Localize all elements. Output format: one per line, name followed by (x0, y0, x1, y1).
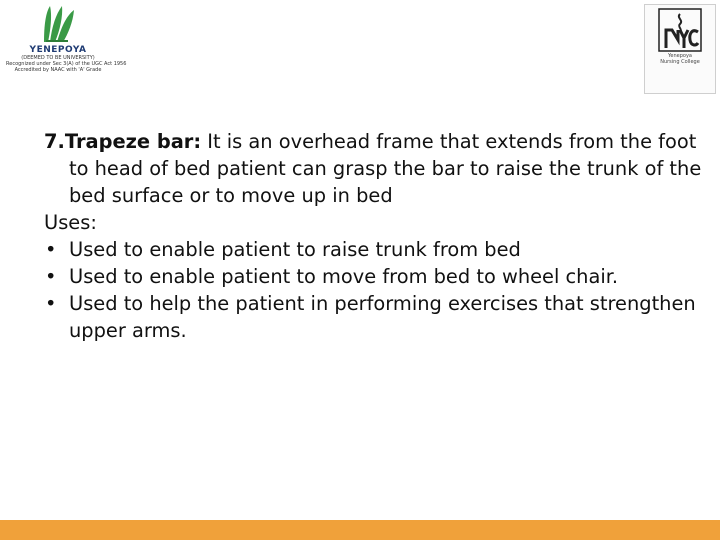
leaf-emblem-icon (36, 4, 80, 44)
bullet-icon: • (45, 265, 57, 288)
college-line-2: Nursing College (660, 59, 700, 65)
list-item (44, 263, 710, 290)
college-line-1: Yenepoya (668, 53, 692, 59)
list-item-text: Used to help the patient in performing exercises that strengthen upper arms. (69, 292, 696, 342)
yenepoya-university-logo (6, 4, 127, 124)
bullet-icon: • (45, 292, 57, 315)
footer-bar (0, 520, 720, 540)
university-name: YENEPOYA (29, 45, 87, 55)
bullet-icon: • (45, 238, 57, 261)
list-item (44, 290, 710, 344)
heading-rest: It is an overhead frame that extends from the foot to head of bed patient can grasp the bar to raise the trunk of the bed surface or to move up in bed (69, 130, 702, 207)
nursing-college-logo (644, 4, 716, 94)
list-item (44, 236, 710, 263)
list-item-text: Used to enable patient to move from bed to wheel chair. (69, 265, 619, 288)
uses-label: Uses: (44, 211, 97, 234)
university-status: (DEEMED TO BE UNIVERSITY) (21, 55, 95, 61)
trapeze-bar-description (44, 128, 710, 209)
list-item-text: Used to enable patient to raise trunk from bed (69, 238, 521, 261)
heading-lead: 7.Trapeze bar: (44, 130, 202, 153)
university-accreditation: Accredited by NAAC with 'A' Grade (14, 67, 102, 73)
uses-list (44, 236, 710, 344)
university-recognition: Recognized under Sec 3(A) of the UGC Act 1956 (6, 61, 127, 67)
nursing-crest-icon (658, 8, 702, 52)
slide-content (44, 128, 710, 344)
